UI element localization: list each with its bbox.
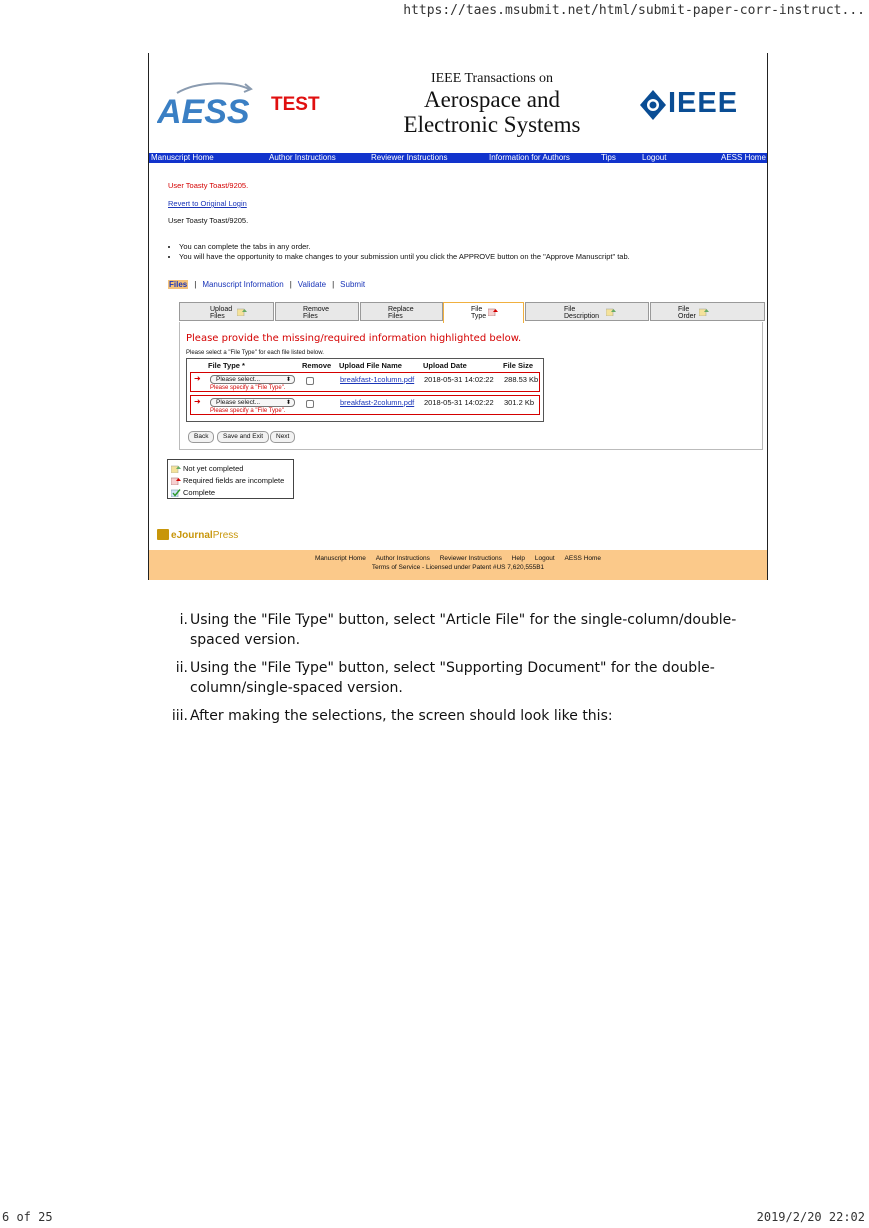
nav-reviewer-instructions[interactable]: Reviewer Instructions [371, 153, 448, 162]
tab-file-description[interactable] [525, 302, 649, 321]
file-type-select[interactable] [210, 375, 295, 384]
status-legend [167, 459, 294, 499]
instruction-step [179, 610, 780, 650]
ieee-diamond-icon [639, 89, 667, 121]
test-label: TEST [271, 94, 320, 115]
journal-title-line3: Electronic Systems [403, 112, 581, 137]
ejp-logo-e: e [171, 530, 177, 541]
step-link-manuscript-information[interactable]: Manuscript Information [202, 280, 284, 289]
footer [149, 550, 767, 580]
nav-author-instructions[interactable]: Author Instructions [269, 153, 336, 162]
journal-title [379, 71, 605, 137]
table-row [190, 395, 540, 415]
error-message: Please provide the missing/required information highlighted below. [186, 333, 522, 344]
complete-check-icon [171, 489, 181, 497]
aess-logo-text: AESS [157, 93, 250, 127]
col-remove: Remove [302, 361, 332, 370]
step-text: After making the selections, the screen should look like this: [190, 708, 613, 724]
col-file-size: File Size [503, 361, 534, 370]
file-size: 301.2 Kb [504, 398, 535, 407]
nav-manuscript-home[interactable]: Manuscript Home [151, 153, 214, 162]
not-completed-icon [237, 308, 247, 316]
incomplete-icon [488, 308, 498, 316]
revert-login-link[interactable]: Revert to Original Login [168, 199, 247, 208]
footer-links [149, 555, 767, 562]
next-button[interactable]: Next [270, 431, 295, 443]
legend-item [171, 463, 293, 475]
step-link-submit[interactable]: Submit [340, 280, 366, 289]
panel-hint: Please select a "File Type" for each file listed below. [186, 350, 324, 356]
journal-title-line2: Aerospace and [423, 87, 560, 112]
legend-item [171, 487, 293, 499]
instruction-step [175, 658, 780, 698]
tab-label-line2: Type [471, 313, 487, 320]
nav-information-for-authors[interactable]: Information for Authors [489, 153, 570, 162]
legend-label: Required fields are incomplete [183, 476, 285, 485]
journal-title-line1: IEEE Transactions on [430, 71, 554, 86]
file-type-select-value: Please select... [216, 399, 261, 406]
ejournalpress-logo [157, 529, 238, 541]
legend-item [171, 475, 293, 487]
tab-label-line2: Files [210, 313, 225, 320]
session-user-red: User Toasty Toast/9205. [168, 181, 249, 190]
footer-terms[interactable]: Terms of Service - Licensed under Patent #US 7,620,555B1 [371, 564, 545, 571]
not-completed-icon [171, 465, 181, 473]
file-type-select-value: Please select... [216, 376, 261, 383]
step-number: i. [179, 612, 188, 628]
print-header-url: https://taes.msubmit.net/html/submit-paper-corr-instruct... [403, 3, 865, 18]
tab-label-line1: File [564, 306, 576, 313]
remove-checkbox[interactable] [306, 400, 314, 408]
ejp-book-icon [157, 529, 169, 540]
back-button[interactable]: Back [188, 431, 214, 443]
ieee-logo-text: IEEE [668, 87, 739, 119]
print-footer-datetime: 2019/2/20 22:02 [756, 1210, 865, 1224]
file-size: 288.53 Kb [504, 375, 539, 384]
tab-label-line2: Order [678, 313, 696, 320]
footer-link-author-instructions[interactable]: Author Instructions [375, 555, 430, 562]
col-file-type: File Type * [208, 361, 245, 370]
instruction-step [171, 706, 780, 726]
error-arrow-icon: ➜ [194, 374, 201, 383]
tab-label-line1: Replace [388, 306, 414, 313]
upload-date: 2018-05-31 14:02:22 [424, 375, 494, 384]
tab-label-line2: Description [564, 313, 600, 320]
print-footer-page: 6 of 25 [2, 1210, 53, 1224]
file-table [186, 358, 544, 422]
note-item: • You can complete the tabs in any order. [179, 242, 630, 252]
nav-aess-home[interactable]: AESS Home [721, 153, 766, 162]
file-tabs [179, 302, 763, 322]
incomplete-icon [171, 477, 181, 485]
step-links [168, 280, 365, 289]
note-item: • You will have the opportunity to make changes to your submission until you click the APPROVE button on the "Approve Manuscript" tab. [179, 252, 630, 262]
field-error: Please specify a "File Type". [210, 408, 286, 414]
save-and-exit-button[interactable]: Save and Exit [217, 431, 269, 443]
error-arrow-icon: ➜ [194, 397, 201, 406]
footer-link-manuscript-home[interactable]: Manuscript Home [314, 555, 366, 562]
tab-label-line1: Upload [210, 306, 233, 313]
col-upload-file-name: Upload File Name [339, 361, 402, 370]
instruction-steps [171, 610, 780, 734]
remove-checkbox[interactable] [306, 377, 314, 385]
table-row [190, 372, 540, 392]
tab-remove-files[interactable] [275, 302, 359, 321]
ejp-logo-journal: Journal [176, 530, 213, 541]
file-type-panel [179, 322, 763, 450]
step-link-validate[interactable]: Validate [297, 280, 327, 289]
tab-label-line1: File [471, 306, 483, 313]
footer-link-logout[interactable]: Logout [534, 555, 555, 562]
tab-file-type[interactable] [443, 302, 524, 323]
step-text: Using the "File Type" button, select "Article File" for the single-column/double-spaced version. [190, 612, 737, 648]
instruction-notes [167, 242, 630, 262]
footer-link-aess-home[interactable]: AESS Home [564, 555, 602, 562]
tab-label-line1: Remove [303, 306, 330, 313]
select-caret-icon: ⬍ [285, 377, 291, 383]
step-number: iii. [171, 708, 188, 724]
footer-link-help[interactable]: Help [511, 555, 526, 562]
select-caret-icon: ⬍ [285, 400, 291, 406]
top-nav-bar [149, 153, 767, 163]
tab-replace-files[interactable] [360, 302, 443, 321]
not-completed-icon [606, 308, 616, 316]
footer-link-reviewer-instructions[interactable]: Reviewer Instructions [439, 555, 502, 562]
step-text: Using the "File Type" button, select "Supporting Document" for the double-column/single-spaced version. [190, 660, 715, 696]
tab-label-line2: Files [303, 313, 318, 320]
aess-logo [157, 79, 261, 127]
file-type-select[interactable] [210, 398, 295, 407]
col-upload-date: Upload Date [423, 361, 467, 370]
step-number: ii. [175, 660, 188, 676]
field-error: Please specify a "File Type". [210, 385, 286, 391]
not-completed-icon [699, 308, 709, 316]
tab-upload-files[interactable] [179, 302, 274, 321]
tab-label-line1: File [678, 306, 690, 313]
ejp-logo-press: Press [212, 530, 239, 541]
journal-banner [149, 53, 767, 153]
legend-label: Complete [183, 488, 216, 497]
file-name-link[interactable]: breakfast-1column.pdf [340, 375, 415, 384]
tab-label-line2: Files [388, 313, 403, 320]
upload-date: 2018-05-31 14:02:22 [424, 398, 494, 407]
nav-logout[interactable]: Logout [642, 153, 667, 162]
tab-file-order[interactable] [650, 302, 765, 321]
step-link-files[interactable]: Files [169, 280, 188, 289]
nav-tips[interactable]: Tips [601, 153, 616, 162]
legend-label: Not yet completed [183, 464, 244, 473]
step-link-separator: | [289, 280, 292, 289]
step-link-separator: | [194, 280, 197, 289]
step-link-separator: | [332, 280, 335, 289]
file-name-link[interactable]: breakfast-2column.pdf [340, 398, 415, 407]
session-user: User Toasty Toast/9205. [168, 216, 249, 225]
screenshot [148, 53, 768, 580]
